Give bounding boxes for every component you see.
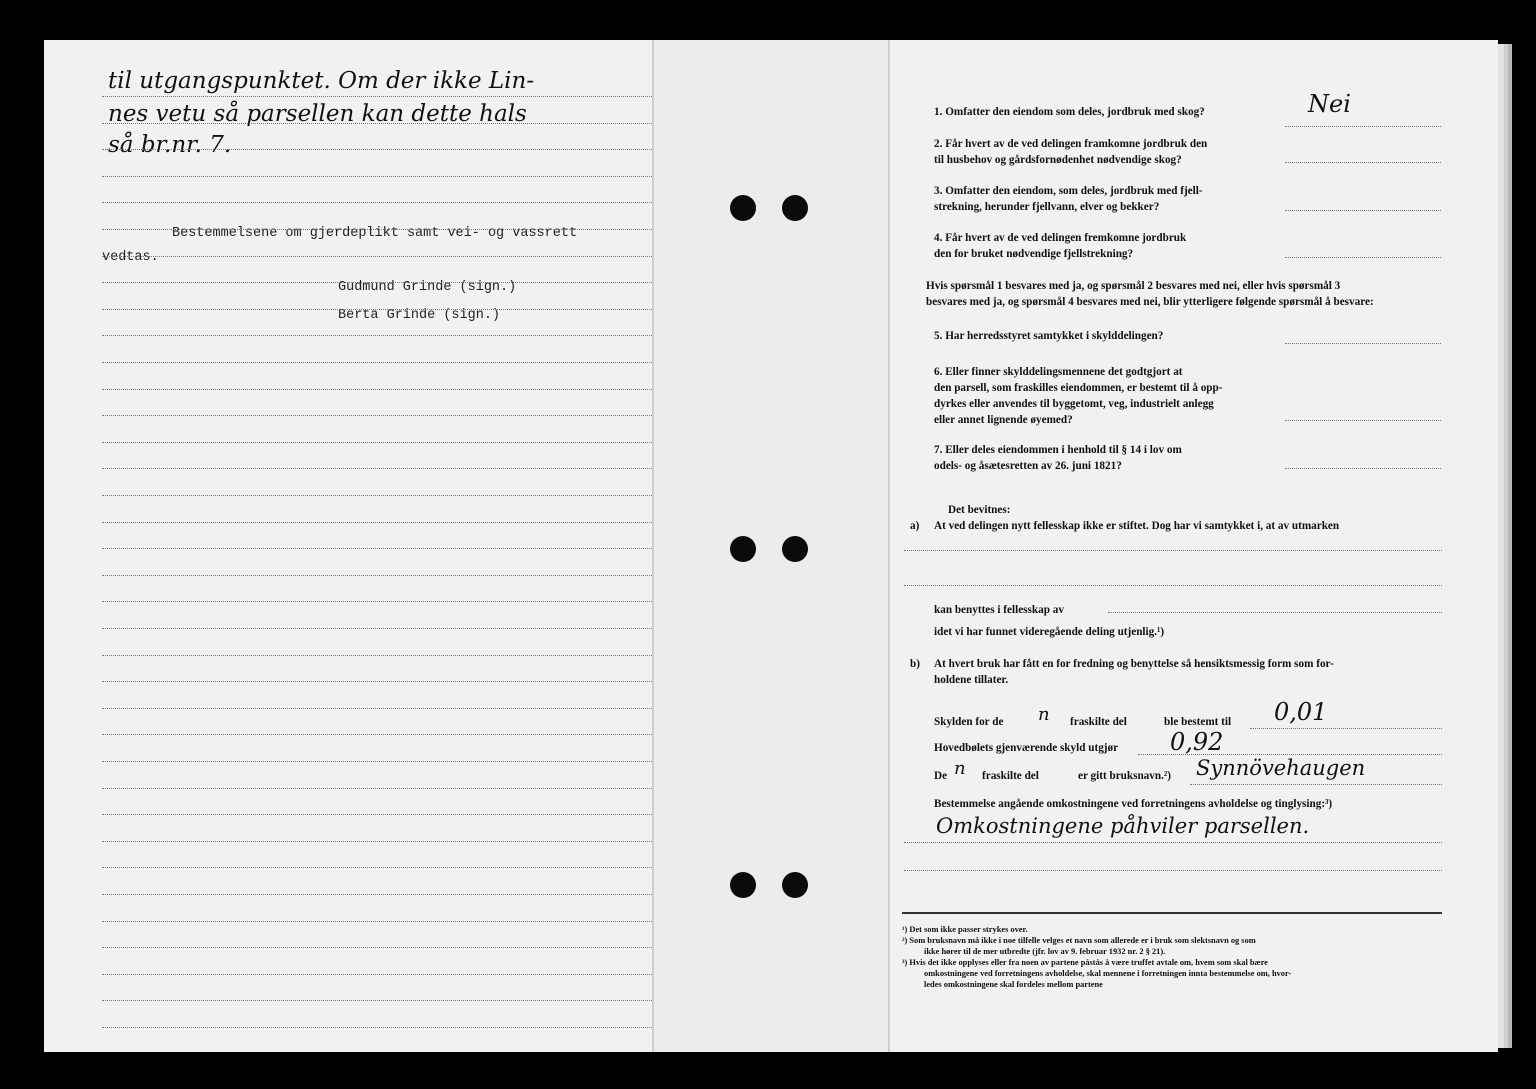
signature-gudmund: Gudmund Grinde (sign.) [338,280,517,295]
ruled-line [102,389,680,390]
footnote-2: ²) Som bruksnavn må ikke i noe tilfelle velges et navn som allerede er i bruk som slektsnavn og som [902,936,1256,945]
item-a [934,518,1339,534]
question-7-line-2: odels- og åsætesretten av 26. juni 1821? [934,460,1122,472]
bruksnavn-label-1: De [934,770,948,782]
answer-line [1285,162,1441,163]
ruled-line [102,788,680,789]
ruled-line [102,309,680,310]
item-a-text: At ved delingen nytt fellesskap ikke er stiftet. Dog har vi samtykket i, at av utmarken [934,520,1340,532]
skyld-hand-1: n [1038,704,1050,725]
ruled-line [102,947,680,948]
ruled-line [102,495,680,496]
answer-1: Nei [1308,90,1351,118]
question-1 [934,104,1205,120]
ruled-line [102,1000,680,1001]
footnotes [902,924,1442,990]
question-7-line-1: 7. Eller deles eiendommen i henhold til § 14 i lov om [934,444,1182,456]
typed-provision-line: Bestemmelsene om gjerdeplikt samt vei- og vassrett [172,226,578,241]
punch-hole [782,872,808,898]
ruled-line [102,229,680,230]
ruled-line [102,867,680,868]
item-a-cont-1: kan benyttes i fellesskap av [934,604,1064,616]
handwritten-line-2: nes vetu så parsellen kan dette hals [108,101,527,127]
footnote-2-cont: ikke hører til de mer utbredte (jfr. lov av 9. februar 1932 nr. 2 § 21). [924,947,1166,956]
question-3-text: 3. Omfatter den eiendom, som deles, jordbruk med fjell- [934,185,1203,197]
ruled-line [102,96,680,97]
skyld-row [934,714,1003,730]
item-b-label: b) [910,658,920,670]
question-4 [934,230,1186,262]
ruled-line [102,761,680,762]
answer-line [904,550,1442,551]
punch-hole [782,195,808,221]
question-1-text: 1. Omfatter den eiendom som deles, jordbruk med skog? [934,106,1205,118]
binding-strip [652,40,890,1052]
instruction [926,278,1374,310]
answer-line [1285,126,1441,127]
punch-hole [730,195,756,221]
certify-heading [948,502,1010,518]
answer-line [1138,754,1442,755]
ruled-line [102,415,680,416]
question-3-text-2: strekning, herunder fjellvann, elver og bekker? [934,201,1160,213]
ruled-line [102,601,680,602]
bruksnavn-label-2: fraskilte del [982,770,1039,782]
item-b-line-2: holdene tillater. [934,674,1009,686]
answer-line [1285,343,1441,344]
ruled-line [102,628,680,629]
question-6-line-1: 6. Eller finner skylddelingsmennene det godtgjort at [934,366,1183,378]
ruled-line [102,176,680,177]
ruled-line [102,335,680,336]
ruled-line [102,362,680,363]
question-5-text: 5. Har herredsstyret samtykket i skylddelingen? [934,330,1164,342]
ruled-line [102,123,680,124]
question-2 [934,136,1207,168]
page-edge [1508,44,1512,1048]
ruled-line [102,655,680,656]
skyld-label-2: fraskilte del [1070,716,1127,728]
ruled-line [102,442,680,443]
question-2-text: 2. Får hvert av de ved delingen framkomne jordbruk den [934,138,1208,150]
item-b-line-1: At hvert bruk har fått en for fredning og benyttelse så hensiktsmessig form som for- [934,658,1334,670]
ruled-line [102,149,680,150]
ruled-line [102,548,680,549]
item-a-continued [934,602,1064,618]
item-a-continued-2 [934,624,1164,640]
footnote-3-cont-2: ledes omkostningene skal fordeles mellom partene [924,980,1103,989]
item-b [934,656,1334,688]
handwritten-line-1: til utgangspunktet. Om der ikke Lin- [108,68,535,94]
ruled-line [102,894,680,895]
answer-line [1285,210,1441,211]
ruled-line [102,974,680,975]
answer-line [904,585,1442,586]
cost-label: Bestemmelse angående omkostningene ved forretningens avholdelse og tinglysing:³) [934,798,1333,810]
left-page [44,40,652,1052]
ruled-line [102,734,680,735]
question-3 [934,183,1203,215]
ruled-line [102,575,680,576]
ruled-line [102,256,680,257]
skyld-label-3: ble bestemt til [1164,716,1232,728]
answer-line [1108,612,1442,613]
skyld-label-1: Skylden for de [934,716,1004,728]
instruction-line-1: Hvis spørsmål 1 besvares med ja, og spørsmål 2 besvares med nei, eller hvis spørsmål 3 [926,280,1341,292]
instruction-line-2: besvares med ja, og spørsmål 4 besvares med nei, blir ytterligere følgende spørsmål å besvare: [926,296,1374,308]
footnote-rule [902,912,1442,914]
item-a-label: a) [910,520,920,532]
footnote-1: ¹) Det som ikke passer strykes over. [902,925,1028,934]
footnote-3-cont: omkostningene ved forretningens avholdelse, skal mennene i forretningen innta bestemmelse om, hvor- [924,969,1292,978]
hoved-value: 0,92 [1170,728,1224,756]
question-2-text-2: til husbehov og gårdsfornødenhet nødvendige skog? [934,154,1182,166]
ruled-line [102,814,680,815]
hoved-label: Hovedbølets gjenværende skyld utgjør [934,742,1119,754]
ruled-line [102,282,680,283]
ruled-line [102,841,680,842]
bruksnavn-hand-1: n [954,758,966,779]
punch-hole [782,536,808,562]
answer-line [1285,257,1441,258]
ruled-line [102,1027,680,1028]
question-6 [934,364,1222,428]
ruled-line [102,202,680,203]
answer-line [1285,420,1441,421]
right-page [890,40,1498,1052]
ruled-line [102,522,680,523]
item-a-cont-2: idet vi har funnet videregående deling utjenlig.¹) [934,626,1165,638]
ruled-line [102,708,680,709]
bruksnavn-value: Synnövehaugen [1196,756,1366,780]
ruled-line [102,681,680,682]
question-6-line-2: den parsell, som fraskilles eiendommen, er bestemt til å opp- [934,382,1223,394]
question-6-line-4: eller annet lignende øyemed? [934,414,1073,426]
question-7 [934,442,1182,474]
footnote-3: ³) Hvis det ikke opplyses eller fra noen av partene påstås å være truffet avtale om, hvem som skal bære [902,958,1268,967]
punch-hole [730,872,756,898]
bruksnavn-label-3: er gitt bruksnavn.²) [1078,770,1171,782]
ruled-line [102,921,680,922]
typed-provision-line-2: vedtas. [102,250,159,265]
punch-hole [730,536,756,562]
answer-line [1250,728,1442,729]
cost-value: Omkostningene påhviler parsellen. [936,814,1310,838]
answer-line [904,842,1442,843]
question-6-line-3: dyrkes eller anvendes til byggetomt, veg, industrielt anlegg [934,398,1214,410]
ruled-line [102,468,680,469]
answer-line [1190,784,1442,785]
question-5 [934,328,1163,344]
answer-line [1285,468,1441,469]
answer-line [904,870,1442,871]
skyld-value: 0,01 [1274,698,1328,726]
certify-text: Det bevitnes: [948,504,1011,516]
handwritten-line-3: så br.nr. 7. [108,132,232,158]
question-4-text: 4. Får hvert av de ved delingen fremkomne jordbruk [934,232,1187,244]
question-4-text-2: den for bruket nødvendige fjellstrekning? [934,248,1134,260]
signature-berta: Berta Grinde (sign.) [338,308,501,323]
